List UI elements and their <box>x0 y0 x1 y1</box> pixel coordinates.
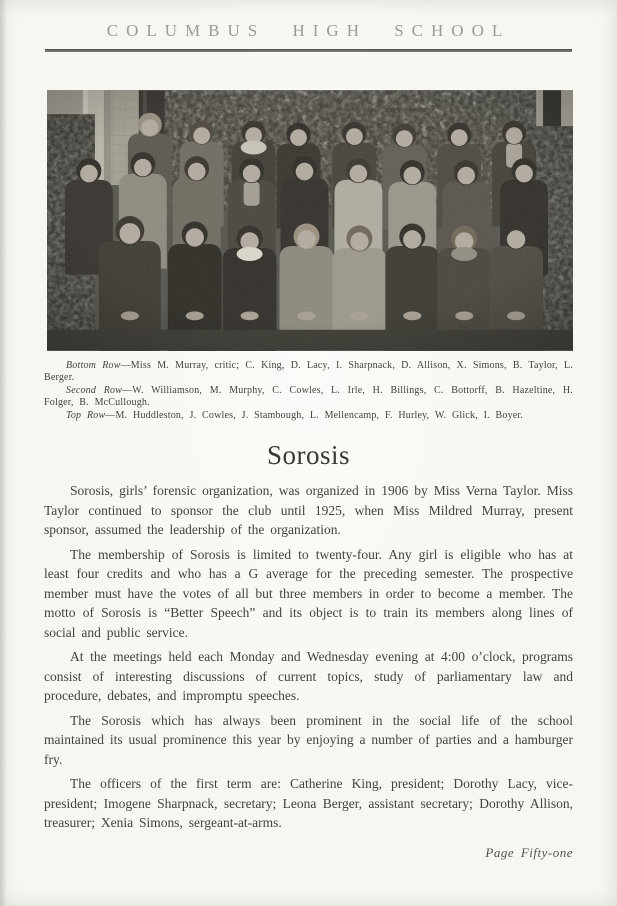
header-rule <box>45 49 572 52</box>
caption-row-names: —Miss M. Murray, critic; C. King, D. Lacy, I. Sharpnack, D. Allison, X. Simons, B. Taylor, L. Berger. <box>44 360 573 384</box>
caption-row-label: Second Row <box>66 384 123 396</box>
article-title: Sorosis <box>266 440 351 471</box>
caption-row <box>44 410 573 422</box>
caption-row <box>44 385 573 410</box>
article-paragraph: The Sorosis which has always been prominent in the social life of the school maintained its usual prominence this year by enjoying a number of parties and a hamburger fry. <box>44 712 573 767</box>
article-paragraph: The membership of Sorosis is limited to twenty-four. Any girl is eligible who has at least four credits and who has a G average for the preceding semester. The prospective member must have the votes of all but three members in order to become a member. The motto of Sorosis is “Better Speech” and its object is to train its members along lines of social and public service. <box>44 546 573 640</box>
page-header <box>0 0 617 52</box>
school-name-heading: COLUMBUS HIGH SCHOOL <box>106 21 511 40</box>
article-paragraph: At the meetings held each Monday and Wednesday evening at 4:00 o’clock, programs consist of interesting discussions of current topics, study of parliamentary law and procedure, debates, and impromptu speeches. <box>44 649 573 704</box>
article-body <box>44 481 573 833</box>
photo-caption <box>44 360 573 422</box>
group-photo <box>47 90 573 351</box>
caption-row-label: Bottom Row <box>66 360 121 371</box>
page-number: Page Fifty-one <box>485 845 573 860</box>
caption-row-names: —M. Huddleston, J. Cowles, J. Stambough, L. Mellencamp, F. Hurley, W. Glick, I. Boyer. <box>105 409 524 421</box>
caption-row-label: Top Row <box>66 409 106 421</box>
article-paragraph: Sorosis, girls’ forensic organization, was organized in 1906 by Miss Verna Taylor. Miss Taylor continued to sponsor the club until 1925, when Miss Mildred Murray, present sponsor, assumed the leadership of the organization. <box>44 483 573 538</box>
article-paragraph: The officers of the first term are: Catherine King, president; Dorothy Lacy, vice-president; Imogene Sharpnack, secretary; Leona Berger, assistant secretary; Dorothy Allison, treasurer; Xenia Simons, sergeant-at-arms. <box>44 776 573 831</box>
caption-row <box>44 360 573 385</box>
group-photo-image <box>47 90 573 351</box>
caption-row-names: —W. Williamson, M. Murphy, C. Cowles, L. Irle, H. Billings, C. Bottorff, B. Hazeltine, H. Folger, B. McCullough. <box>44 384 573 409</box>
